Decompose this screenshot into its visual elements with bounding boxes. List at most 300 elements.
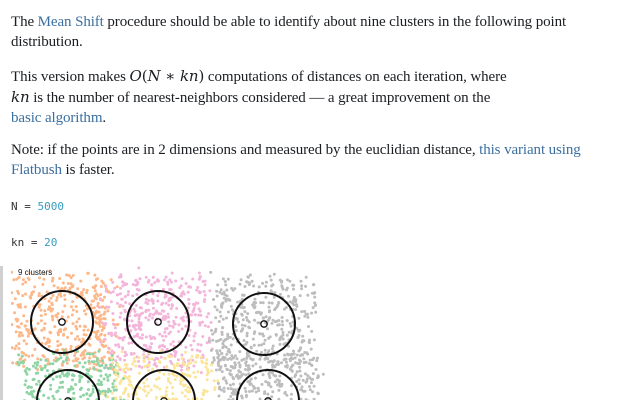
- scatter-point: [15, 330, 18, 333]
- scatter-point: [215, 369, 218, 372]
- scatter-point: [43, 309, 46, 312]
- scatter-point: [306, 353, 309, 356]
- scatter-point: [65, 274, 68, 277]
- scatter-point: [204, 362, 207, 365]
- scatter-point: [278, 375, 281, 378]
- scatter-point: [234, 325, 237, 328]
- scatter-point: [153, 337, 156, 340]
- scatter-point: [286, 278, 289, 281]
- scatter-point: [269, 275, 272, 278]
- scatter-point: [169, 331, 172, 334]
- scatter-point: [99, 293, 102, 296]
- scatter-point: [195, 289, 198, 292]
- scatter-point: [152, 313, 155, 316]
- scatter-point: [49, 331, 52, 334]
- scatter-point: [188, 334, 191, 337]
- scatter-point: [210, 370, 213, 373]
- scatter-point: [94, 284, 97, 287]
- scatter-point: [253, 344, 256, 347]
- scatter-point: [237, 321, 240, 324]
- scatter-point: [59, 381, 62, 384]
- scatter-point: [243, 294, 246, 297]
- scatter-point: [117, 343, 120, 346]
- scatter-point: [257, 389, 260, 392]
- scatter-point: [105, 364, 108, 367]
- scatter-point: [36, 372, 39, 375]
- cell-kn-name: kn: [11, 236, 25, 249]
- scatter-point: [95, 333, 98, 336]
- scatter-point: [27, 385, 30, 388]
- scatter-point: [245, 395, 248, 398]
- scatter-point: [127, 395, 130, 398]
- scatter-point: [98, 383, 101, 386]
- scatter-point: [156, 300, 159, 303]
- scatter-point: [116, 370, 119, 373]
- basic-algorithm-link[interactable]: basic algorithm: [11, 110, 103, 126]
- scatter-point: [162, 310, 165, 313]
- scatter-point: [11, 361, 14, 364]
- scatter-point: [261, 282, 264, 285]
- scatter-point: [291, 284, 294, 287]
- scatter-point: [111, 281, 114, 284]
- scatter-point: [177, 323, 180, 326]
- scatter-point: [95, 278, 98, 281]
- scatter-point: [227, 298, 230, 301]
- scatter-point: [234, 366, 237, 369]
- scatter-point: [244, 368, 247, 371]
- scatter-point: [257, 321, 260, 324]
- scatter-point: [71, 313, 74, 316]
- scatter-point: [211, 333, 214, 336]
- scatter-point: [124, 301, 127, 304]
- scatter-point: [229, 395, 232, 398]
- scatter-point: [40, 314, 43, 317]
- scatter-point: [309, 359, 312, 362]
- scatter-point: [245, 316, 248, 319]
- scatter-point: [99, 374, 102, 377]
- scatter-point: [55, 390, 58, 393]
- scatter-point: [171, 272, 174, 275]
- math-O: O: [129, 67, 142, 85]
- scatter-point: [24, 383, 27, 386]
- scatter-point: [114, 359, 117, 362]
- scatter-point: [288, 331, 291, 334]
- scatter-point: [109, 291, 112, 294]
- scatter-point: [301, 335, 304, 338]
- scatter-point: [79, 388, 82, 391]
- scatter-point: [253, 319, 256, 322]
- scatter-point: [110, 300, 113, 303]
- scatter-point: [248, 326, 251, 329]
- cell-kn-value: 20: [44, 236, 58, 249]
- scatter-point: [24, 379, 27, 382]
- scatter-point: [305, 276, 308, 279]
- scatter-point: [63, 304, 66, 307]
- scatter-point: [78, 380, 81, 383]
- scatter-point: [121, 298, 124, 301]
- scatter-point: [299, 375, 302, 378]
- scatter-point: [52, 378, 55, 381]
- scatter-point: [264, 358, 267, 361]
- scatter-point: [122, 305, 125, 308]
- scatter-point: [270, 279, 273, 282]
- scatter-point: [133, 335, 136, 338]
- scatter-point: [301, 385, 304, 388]
- scatter-point: [173, 366, 176, 369]
- scatter-point: [207, 325, 210, 328]
- scatter-point: [61, 372, 64, 375]
- scatter-point: [193, 335, 196, 338]
- scatter-point: [143, 360, 146, 363]
- scatter-point: [150, 389, 153, 392]
- scatter-point: [158, 346, 161, 349]
- scatter-point: [236, 301, 239, 304]
- scatter-point: [115, 378, 118, 381]
- scatter-point: [102, 392, 105, 395]
- scatter-point: [44, 366, 47, 369]
- scatter-point: [233, 287, 236, 290]
- scatter-point: [188, 375, 191, 378]
- scatter-point: [214, 330, 217, 333]
- scatter-point: [107, 379, 110, 382]
- scatter-point: [180, 292, 183, 295]
- scatter-point: [253, 387, 256, 390]
- scatter-point: [247, 369, 250, 372]
- scatter-point: [188, 285, 191, 288]
- scatter-point: [119, 316, 122, 319]
- scatter-point: [280, 280, 283, 283]
- scatter-point: [284, 358, 287, 361]
- scatter-point: [48, 339, 51, 342]
- scatter-point: [254, 377, 257, 380]
- scatter-point: [273, 296, 276, 299]
- scatter-point: [292, 350, 295, 353]
- scatter-point: [39, 358, 42, 361]
- scatter-point: [136, 282, 139, 285]
- scatter-point: [274, 380, 277, 383]
- scatter-point: [87, 329, 90, 332]
- scatter-point: [24, 293, 27, 296]
- scatter-point: [155, 357, 158, 360]
- scatter-point: [208, 289, 211, 292]
- note-text-end: is faster.: [61, 162, 115, 178]
- scatter-point: [47, 397, 50, 400]
- scatter-point: [240, 313, 243, 316]
- scatter-point: [59, 292, 62, 295]
- scatter-point: [245, 357, 248, 360]
- scatter-point: [289, 300, 292, 303]
- scatter-point: [262, 317, 265, 320]
- scatter-point: [220, 352, 223, 355]
- scatter-point: [135, 279, 138, 282]
- scatter-point: [304, 285, 307, 288]
- scatter-point: [144, 390, 147, 393]
- scatter-point: [293, 303, 296, 306]
- scatter-point: [311, 390, 314, 393]
- scatter-point: [218, 354, 221, 357]
- scatter-point: [11, 346, 14, 349]
- kn-variable: kn: [11, 88, 30, 106]
- scatter-point: [93, 274, 96, 277]
- scatter-point: [307, 325, 310, 328]
- scatter-point: [75, 320, 78, 323]
- scatter-point: [137, 320, 140, 323]
- scatter-point: [203, 298, 206, 301]
- scatter-point: [83, 309, 86, 312]
- scatter-point: [156, 294, 159, 297]
- scatter-point: [206, 370, 209, 373]
- scatter-point: [268, 360, 271, 363]
- scatter-point: [202, 392, 205, 395]
- scatter-point: [249, 357, 252, 360]
- scatter-point: [32, 390, 35, 393]
- scatter-point: [259, 366, 262, 369]
- scatter-point: [208, 339, 211, 342]
- mean-shift-link[interactable]: Mean Shift: [37, 14, 104, 30]
- scatter-point: [27, 335, 30, 338]
- scatter-point: [167, 377, 170, 380]
- scatter-point: [271, 322, 274, 325]
- scatter-point: [62, 360, 65, 363]
- scatter-point: [279, 343, 282, 346]
- scatter-point: [208, 337, 211, 340]
- scatter-point: [169, 343, 172, 346]
- scatter-point: [271, 366, 274, 369]
- scatter-point: [73, 364, 76, 367]
- scatter-point: [70, 345, 73, 348]
- scatter-point: [180, 354, 183, 357]
- scatter-point: [22, 352, 25, 355]
- scatter-point: [139, 336, 142, 339]
- scatter-point: [82, 288, 85, 291]
- scatter-point: [72, 274, 75, 277]
- scatter-point: [119, 292, 122, 295]
- scatter-point: [112, 290, 115, 293]
- scatter-point: [269, 385, 272, 388]
- scatter-point: [166, 327, 169, 330]
- scatter-point: [126, 376, 129, 379]
- scatter-point: [21, 355, 24, 358]
- scatter-point: [181, 357, 184, 360]
- scatter-point: [259, 333, 262, 336]
- scatter-point: [66, 356, 69, 359]
- scatter-point: [167, 320, 170, 323]
- scatter-point: [56, 296, 59, 299]
- scatter-point: [282, 288, 285, 291]
- scatter-point: [204, 283, 207, 286]
- scatter-point: [294, 308, 297, 311]
- scatter-point: [274, 307, 277, 310]
- scatter-point: [218, 349, 221, 352]
- scatter-point: [82, 329, 85, 332]
- scatter-point: [138, 325, 141, 328]
- scatter-point: [170, 281, 173, 284]
- scatter-point: [40, 309, 43, 312]
- scatter-point: [222, 356, 225, 359]
- scatter-point: [119, 287, 122, 290]
- scatter-point: [305, 313, 308, 316]
- scatter-point: [141, 333, 144, 336]
- scatter-point: [265, 315, 268, 318]
- scatter-point: [50, 302, 53, 305]
- scatter-point: [103, 334, 106, 337]
- scatter-point: [311, 292, 314, 295]
- scatter-point: [134, 365, 137, 368]
- scatter-point: [225, 289, 228, 292]
- scatter-point: [113, 389, 116, 392]
- scatter-point: [122, 392, 125, 395]
- scatter-point: [244, 285, 247, 288]
- scatter-point: [59, 343, 62, 346]
- cell-kn-output[interactable]: [11, 236, 57, 249]
- scatter-point: [310, 381, 313, 384]
- scatter-point: [236, 357, 239, 360]
- scatter-point: [41, 283, 44, 286]
- scatter-point: [222, 340, 225, 343]
- scatter-point: [201, 321, 204, 324]
- scatter-point: [169, 382, 172, 385]
- scatter-point: [52, 277, 55, 280]
- scatter-point: [289, 322, 292, 325]
- scatter-point: [44, 359, 47, 362]
- scatter-point: [227, 349, 230, 352]
- scatter-point: [16, 361, 19, 364]
- scatter-point: [271, 390, 274, 393]
- scatter-point: [196, 286, 199, 289]
- scatter-point: [85, 393, 88, 396]
- scatter-point: [285, 306, 288, 309]
- scatter-point: [298, 378, 301, 381]
- scatter-point: [119, 396, 122, 399]
- scatter-point: [18, 347, 21, 350]
- flatbush-variant-link[interactable]: this variant using Flatbush: [11, 142, 581, 178]
- complexity-text-start: This version makes: [11, 69, 130, 85]
- scatter-point: [92, 299, 95, 302]
- scatter-point: [55, 375, 58, 378]
- scatter-point: [31, 393, 34, 396]
- scatter-point: [169, 298, 172, 301]
- scatter-point: [300, 287, 303, 290]
- scatter-point: [210, 321, 213, 324]
- scatter-point: [145, 394, 148, 397]
- scatter-point: [104, 338, 107, 341]
- scatter-point: [174, 378, 177, 381]
- scatter-point: [214, 305, 217, 308]
- scatter-point: [171, 325, 174, 328]
- scatter-point: [238, 350, 241, 353]
- scatter-point: [63, 294, 66, 297]
- scatter-point: [37, 322, 40, 325]
- scatter-point: [242, 318, 245, 321]
- scatter-point: [101, 344, 104, 347]
- math-kn: kn: [179, 67, 199, 85]
- scatter-point: [99, 334, 102, 337]
- scatter-point: [302, 379, 305, 382]
- scatter-point: [218, 368, 221, 371]
- scatter-point: [310, 363, 313, 366]
- scatter-point: [276, 360, 279, 363]
- cluster-ring: [31, 291, 93, 353]
- scatter-point: [103, 296, 106, 299]
- scatter-point: [258, 285, 261, 288]
- scatter-point: [64, 327, 67, 330]
- scatter-point: [11, 323, 13, 326]
- scatter-point: [154, 362, 157, 365]
- scatter-point: [241, 324, 244, 327]
- scatter-point: [194, 332, 197, 335]
- scatter-point: [291, 353, 294, 356]
- scatter-point: [155, 378, 158, 381]
- scatter-point: [174, 355, 177, 358]
- scatter-point: [71, 300, 74, 303]
- scatter-point: [182, 383, 185, 386]
- scatter-point: [137, 360, 140, 363]
- scatter-point: [78, 361, 81, 364]
- scatter-point: [15, 278, 18, 281]
- scatter-point: [72, 309, 75, 312]
- cell-n-output[interactable]: [11, 200, 64, 213]
- scatter-point: [174, 280, 177, 283]
- scatter-point: [133, 326, 136, 329]
- scatter-point: [204, 280, 207, 283]
- scatter-point: [11, 271, 13, 274]
- scatter-point: [99, 298, 102, 301]
- scatter-point: [240, 359, 243, 362]
- scatter-point: [51, 315, 54, 318]
- scatter-point: [11, 302, 14, 305]
- scatter-point: [243, 310, 246, 313]
- scatter-point: [158, 333, 161, 336]
- scatter-point: [223, 390, 226, 393]
- scatter-point: [148, 279, 151, 282]
- scatter-point: [219, 311, 222, 314]
- scatter-point: [101, 321, 104, 324]
- scatter-point: [139, 328, 142, 331]
- scatter-point: [251, 390, 254, 393]
- scatter-point: [182, 361, 185, 364]
- scatter-point: [202, 389, 205, 392]
- scatter-point: [240, 330, 243, 333]
- scatter-point: [271, 347, 274, 350]
- scatter-point: [234, 317, 237, 320]
- scatter-point: [124, 351, 127, 354]
- scatter-point: [13, 311, 16, 314]
- scatter-point: [122, 368, 125, 371]
- scatter-point: [127, 293, 130, 296]
- scatter-point: [280, 328, 283, 331]
- scatter-point: [68, 274, 71, 277]
- scatter-point: [159, 312, 162, 315]
- scatter-point: [230, 305, 233, 308]
- scatter-point: [67, 388, 70, 391]
- scatter-point: [134, 360, 137, 363]
- scatter-point: [179, 364, 182, 367]
- scatter-point: [230, 287, 233, 290]
- cell-n-name: N: [11, 200, 18, 213]
- scatter-point: [127, 368, 130, 371]
- scatter-point: [43, 278, 46, 281]
- scatter-point: [107, 347, 110, 350]
- scatter-point: [74, 338, 77, 341]
- scatter-point: [147, 299, 150, 302]
- scatter-point: [72, 322, 75, 325]
- scatter-point: [27, 355, 30, 358]
- scatter-point: [110, 334, 113, 337]
- scatter-point: [70, 385, 73, 388]
- scatter-point: [18, 306, 21, 309]
- scatter-point: [279, 337, 282, 340]
- scatter-point: [137, 356, 140, 359]
